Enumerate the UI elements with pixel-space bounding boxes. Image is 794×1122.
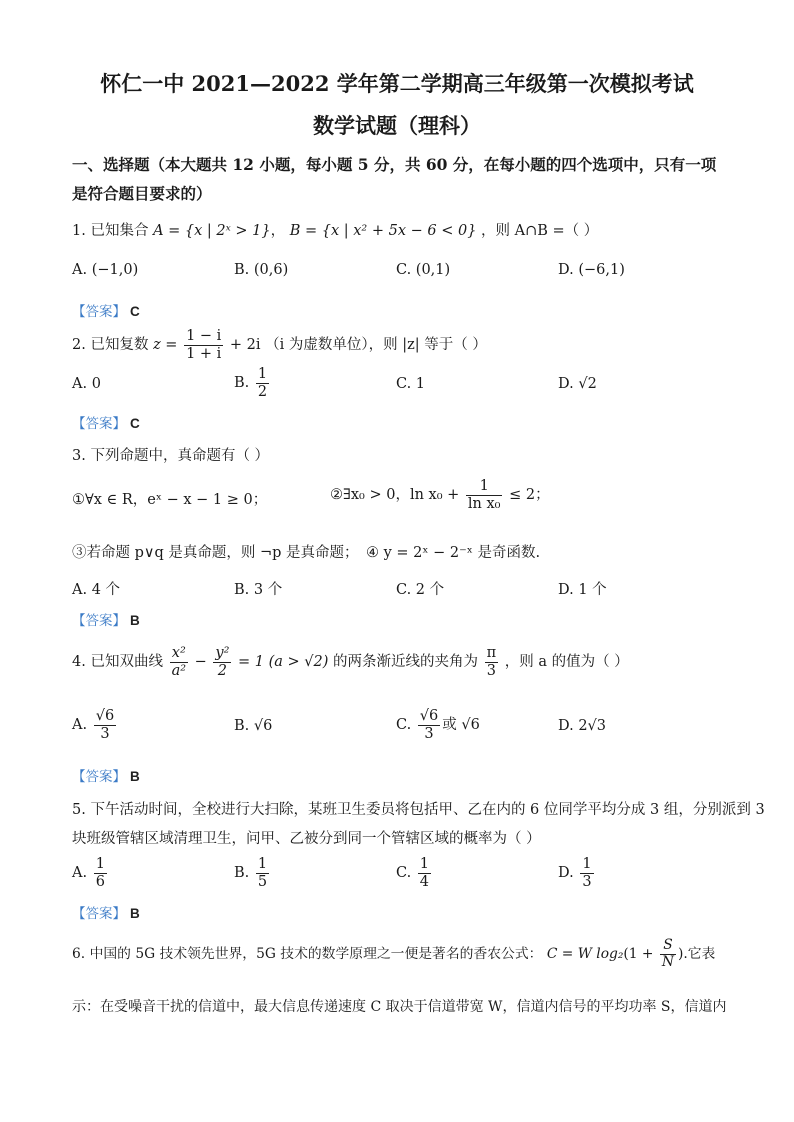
question-1-option-c: C. (0,1) xyxy=(396,262,451,278)
question-2-option-a: A. 0 xyxy=(72,376,101,392)
question-4-option-a: A. $\frac{√6}{3}$ xyxy=(72,708,115,742)
set-b: B = {x | x² + 5x − 6 < 0} xyxy=(289,223,477,239)
question-2-answer: 【答案】 C xyxy=(72,416,140,432)
question-4-stem: 4. 已知双曲线 $\frac{\text{x²}}{\text{a²}}$ − $\frac{\text{y²}}{2}$ = 1 (a > √2) 的两条渐近线的夹角为 $\frac{\pi}{3}$ ，则 a 的值为（ ） xyxy=(72,645,629,679)
question-text: 已知集合 xyxy=(90,223,149,239)
question-5-stem-line2: 块班级管辖区域清理卫生，问甲、乙被分到同一个管辖区域的概率为（ ） xyxy=(72,831,541,847)
proposition-1: ①∀x ∈ R，eˣ − x − 1 ≥ 0； xyxy=(72,492,268,508)
section-heading-line1: 一、选择题（本大题共 12 小题，每小题 5 分，共 60 分，在每小题的四个选项中，只有一项 xyxy=(72,155,717,174)
question-2-option-c: C. 1 xyxy=(396,376,426,392)
section-heading-line2: 是符合题目要求的） xyxy=(72,184,212,203)
proposition-2: ②∃x₀ > 0，ln x₀ + $\frac{1}{\text{ln x₀}}$ ≤ 2； xyxy=(330,478,550,512)
question-5-option-b: B. $\frac{1}{5}$ xyxy=(234,856,268,890)
question-3-option-b: B. 3 个 xyxy=(234,582,283,598)
question-4-option-c: C. $\frac{√6}{3}$ 或 √6 xyxy=(396,708,480,742)
question-4-option-b: B. √6 xyxy=(234,718,273,734)
question-5-answer: 【答案】 B xyxy=(72,906,140,922)
set-a: A = {x | 2ˣ > 1} xyxy=(153,223,271,239)
exam-title: 怀仁一中 2021—2022 学年第二学期高三年级第一次模拟考试 xyxy=(100,71,694,96)
question-1-option-d: D. (−6,1) xyxy=(558,262,625,278)
question-2-stem: 2. 已知复数 z = $\frac{1 - i}{1 + i}$ + 2i （i 为虚数单位），则 |z| 等于（ ） xyxy=(72,328,487,362)
question-3-option-a: A. 4 个 xyxy=(72,582,121,598)
question-5-option-a: A. $\frac{1}{6}$ xyxy=(72,856,105,890)
question-1-option-a: A. (−1,0) xyxy=(72,262,139,278)
question-6-stem-line1: 6. 中国的 5G 技术领先世界，5G 技术的数学原理之一便是著名的香农公式： C = W log₂(1 + $\frac{S}{N}$ ).它表 xyxy=(72,937,716,970)
fraction: $\frac{1 - i}{1 + i}$ xyxy=(186,328,222,362)
question-1-option-b: B. (0,6) xyxy=(234,262,289,278)
question-text: ，则 A∩B =（ ） xyxy=(481,223,599,239)
exam-subtitle: 数学试题（理科） xyxy=(313,113,481,138)
question-5-option-c: C. $\frac{1}{4}$ xyxy=(396,856,430,890)
question-1-answer: 【答案】 C xyxy=(72,304,140,320)
question-3-answer: 【答案】 B xyxy=(72,613,140,629)
question-2-option-d: D. √2 xyxy=(558,376,597,392)
question-4-answer: 【答案】 B xyxy=(72,769,140,785)
question-5-option-d: D. $\frac{1}{3}$ xyxy=(558,856,592,890)
question-3-stem: 3. 下列命题中，真命题有（ ） xyxy=(72,448,270,464)
proposition-3: ③若命题 p∨q 是真命题，则 ¬p 是真命题； xyxy=(72,545,359,561)
question-3-option-c: C. 2 个 xyxy=(396,582,445,598)
question-number: 1. xyxy=(72,223,86,239)
question-6-stem-line2: 示：在受噪音干扰的信道中，最大信息传递速度 C 取决于信道带宽 W，信道内信号的平均功率 S，信道内 xyxy=(72,999,727,1015)
question-4-option-d: D. 2√3 xyxy=(558,718,607,734)
separator: ， xyxy=(270,223,286,239)
question-2-option-b: B. $\frac{1}{2}$ xyxy=(234,366,268,400)
question-1-stem xyxy=(72,219,598,240)
proposition-4: ④ y = 2ˣ − 2⁻ˣ 是奇函数. xyxy=(366,545,541,561)
question-5-stem-line1: 5. 下午活动时间，全校进行大扫除，某班卫生委员将包括甲、乙在内的 6 位同学平均分成 3 组，分别派到 3 xyxy=(72,802,765,818)
question-3-option-d: D. 1 个 xyxy=(558,582,607,598)
